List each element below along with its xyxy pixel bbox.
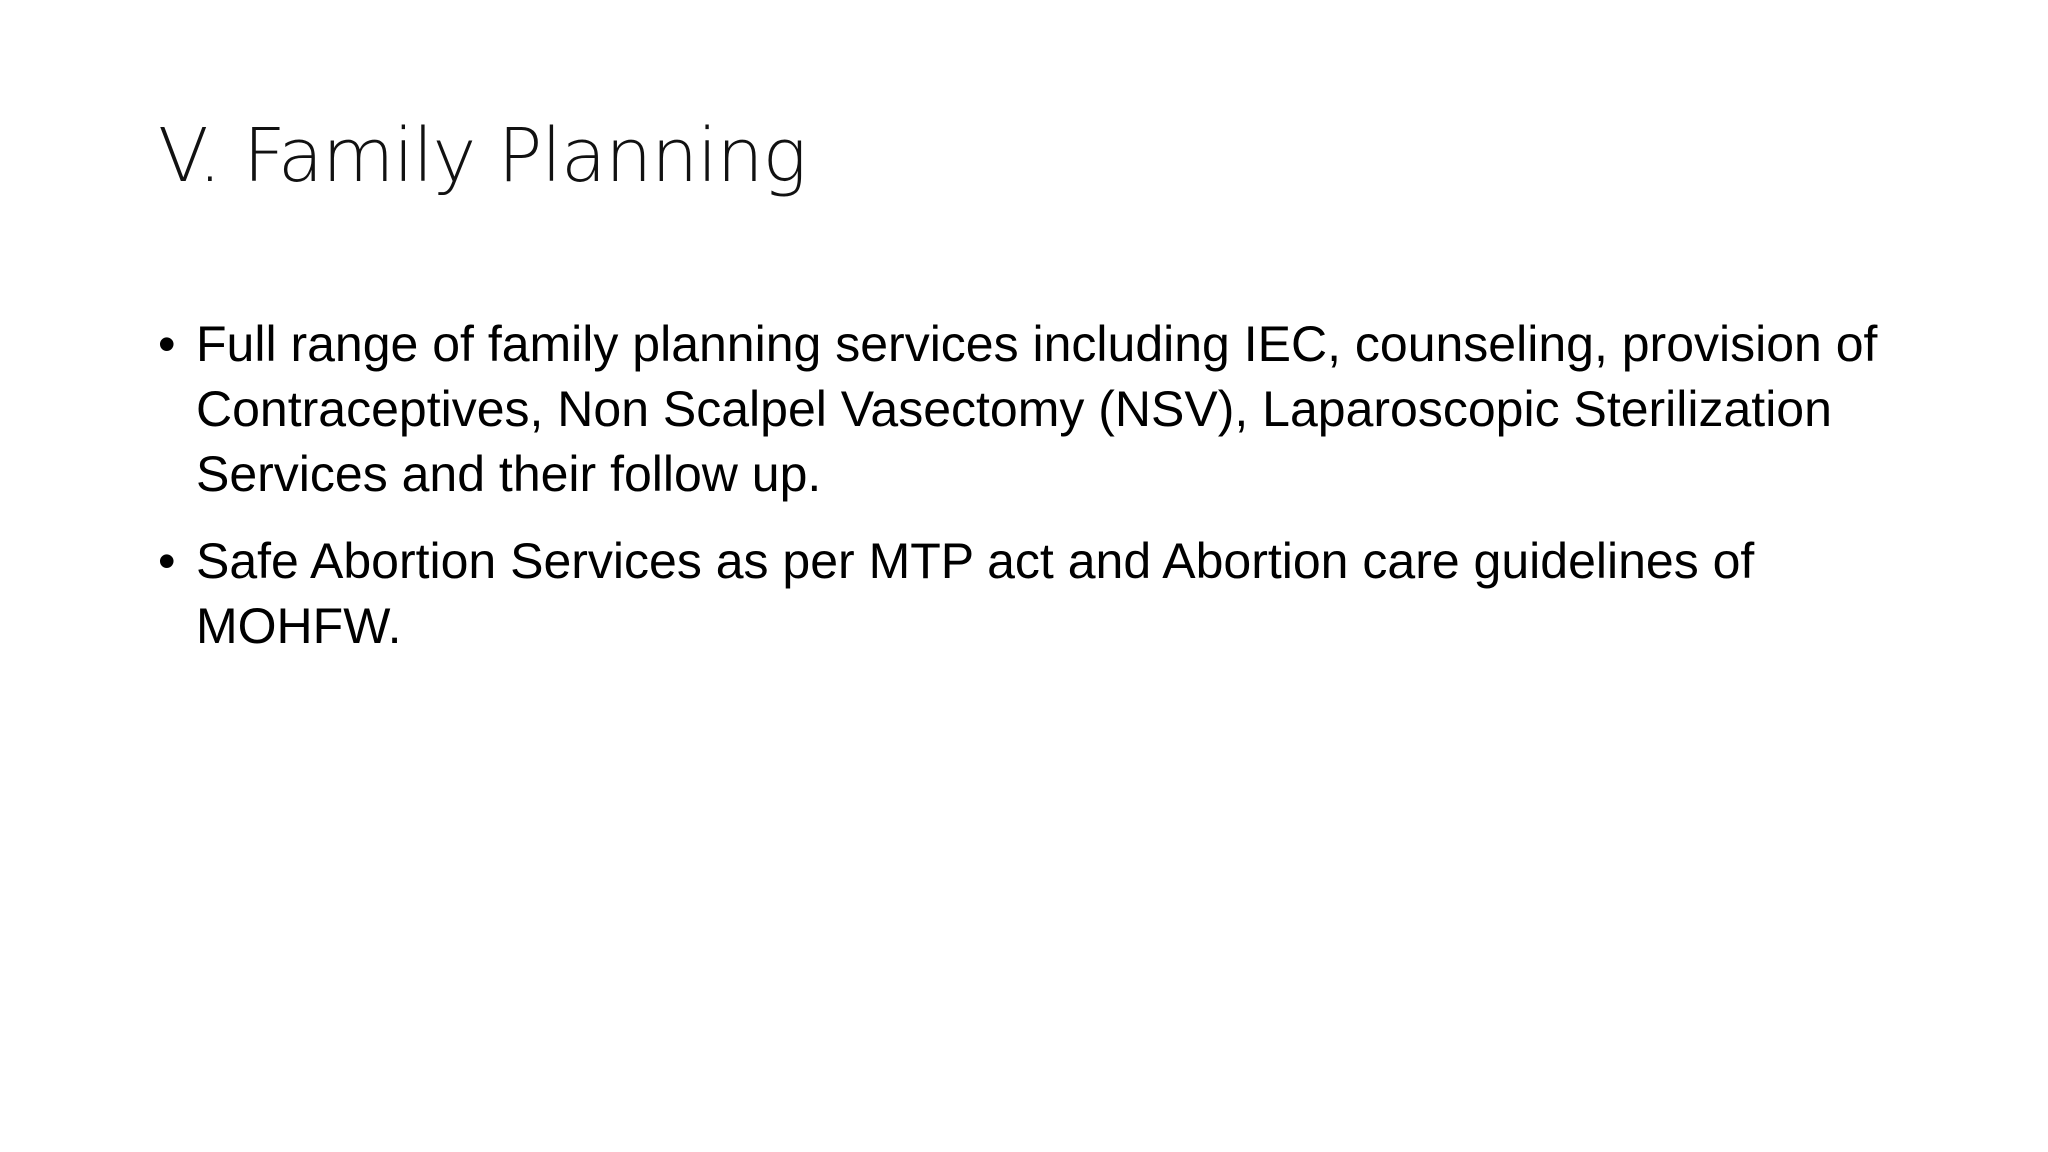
bullet-marker-icon: • bbox=[158, 316, 176, 372]
bullet-item-family-planning-services bbox=[158, 312, 1948, 507]
bullet-text: Safe Abortion Services as per MTP act and Abortion care guidelines of MOHFW. bbox=[196, 533, 1755, 654]
bullet-list bbox=[158, 312, 1948, 681]
bullet-text: Full range of family planning services including IEC, counseling, provision of Contraceptives, Non Scalpel Vasectomy (NSV), Laparoscopic Sterilization Services and their follow up. bbox=[196, 316, 1878, 502]
slide-title: V. Family Planning bbox=[158, 113, 806, 199]
bullet-item-safe-abortion-services bbox=[158, 529, 1948, 659]
bullet-marker-icon: • bbox=[158, 533, 176, 589]
